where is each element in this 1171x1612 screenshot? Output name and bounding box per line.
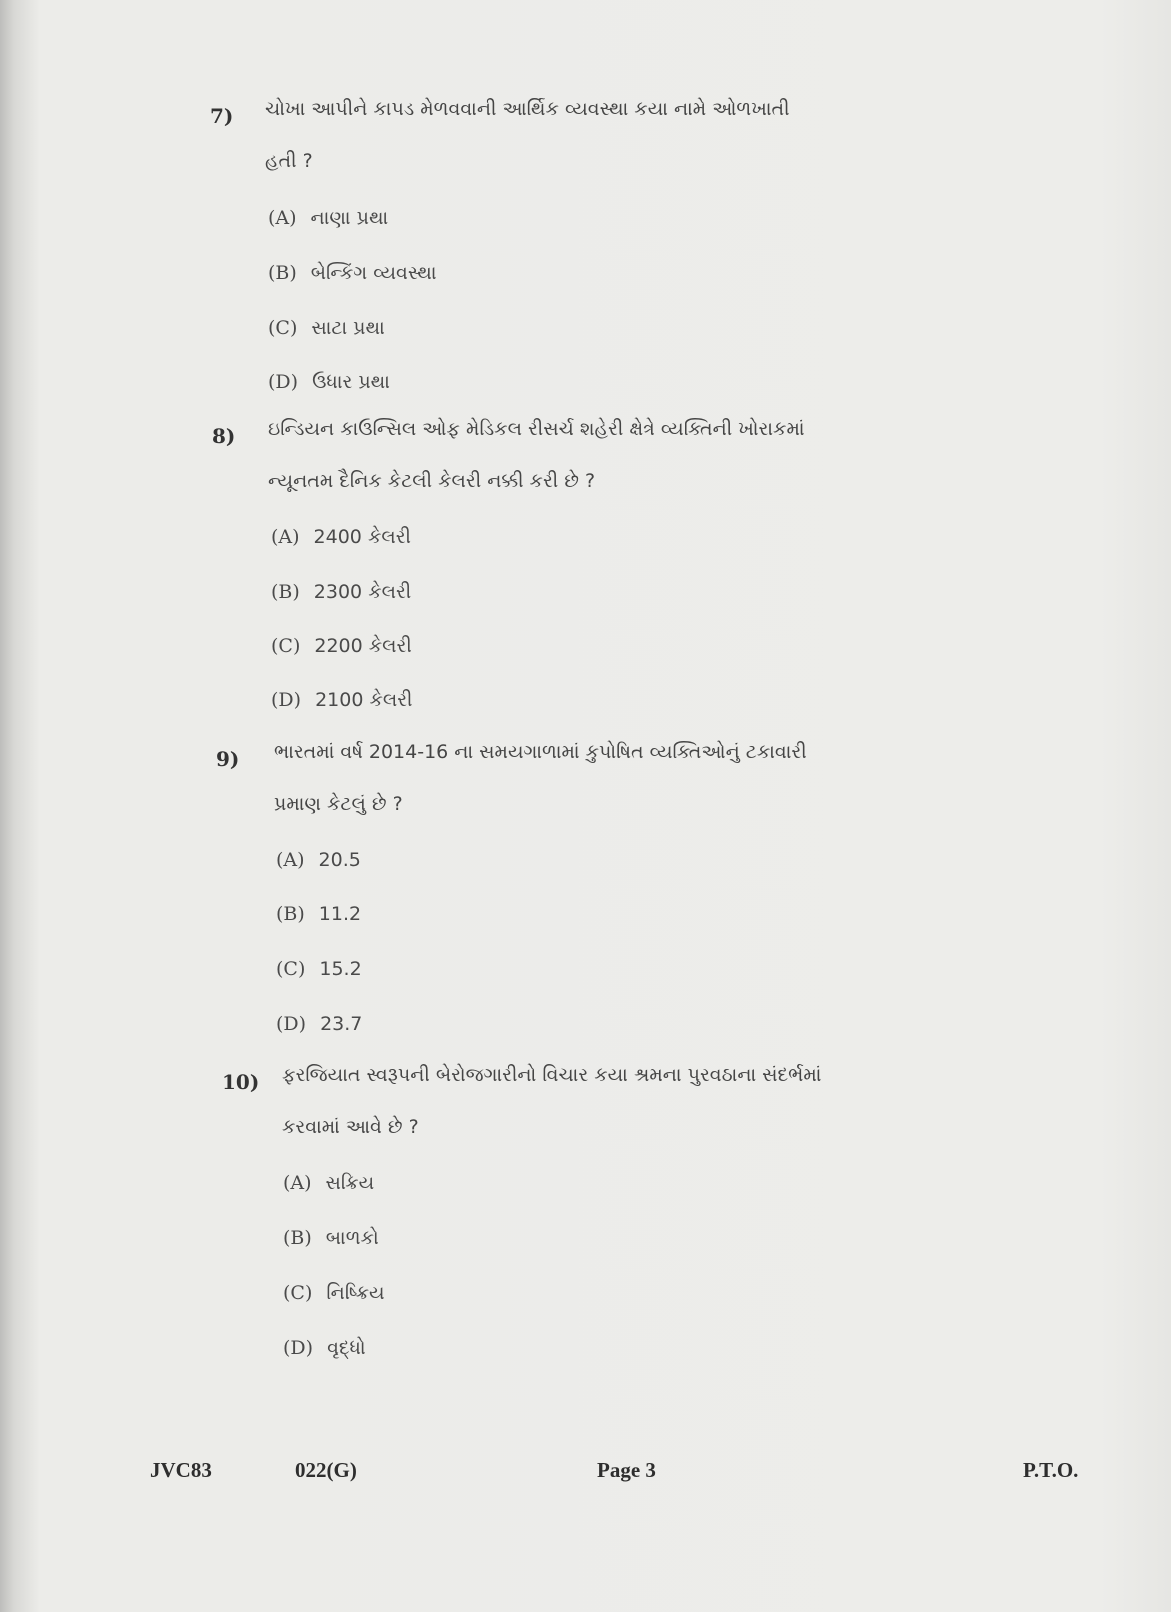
option-text: 15.2 — [319, 958, 362, 980]
option-text: નિષ્ક્રિય — [326, 1282, 385, 1304]
option-label: (A) — [268, 207, 297, 229]
option-b — [268, 262, 437, 284]
option-label: (C) — [271, 635, 301, 657]
option-a — [276, 849, 361, 871]
question-number: 8) — [212, 424, 236, 448]
option-text: સાટા પ્રથા — [311, 317, 385, 339]
option-label: (D) — [268, 371, 299, 393]
question-text-line: કરવામાં આવે છે ? — [282, 1116, 419, 1138]
option-c — [271, 635, 412, 657]
question-text-line: ચોખા આપીને કાપડ મેળવવાની આર્થિક વ્યવસ્થા કયા નામે ઓળખાતી — [265, 98, 790, 120]
question-text-line: ભારતમાં વર્ષ 2014-16 ના સમયગાળામાં કુપોષિત વ્યક્તિઓનું ટકાવારી — [274, 741, 807, 763]
option-text: બાળકો — [325, 1227, 379, 1249]
option-text: 2300 કેલરી — [313, 581, 412, 603]
question-text-line: પ્રમાણ કેટલું છે ? — [274, 793, 403, 815]
option-label: (D) — [271, 689, 302, 711]
footer-paper-code: 022(G) — [295, 1458, 357, 1482]
option-label: (B) — [276, 903, 305, 925]
option-label: (A) — [276, 849, 305, 871]
question-number: 9) — [216, 747, 240, 771]
option-a — [283, 1172, 374, 1194]
option-c — [283, 1282, 385, 1304]
option-text: 11.2 — [318, 903, 362, 925]
question-text-line: હતી ? — [265, 150, 313, 172]
option-d — [271, 689, 413, 711]
option-d — [268, 371, 390, 393]
question-text-line: ન્યૂનતમ દૈનિક કેટલી કેલરી નક્કી કરી છે ? — [268, 470, 596, 492]
footer-page-number: Page 3 — [597, 1458, 656, 1482]
option-text: વૃદ્ધો — [327, 1337, 366, 1359]
option-label: (B) — [283, 1227, 312, 1249]
question-number: 7) — [210, 104, 234, 128]
option-label: (D) — [276, 1013, 307, 1035]
option-text: બેન્કિંગ વ્યવસ્થા — [310, 262, 437, 284]
option-text: નાણા પ્રથા — [310, 207, 389, 229]
option-text: સક્રિય — [325, 1172, 375, 1194]
option-c — [268, 317, 385, 339]
option-label: (B) — [268, 262, 297, 284]
option-b — [283, 1227, 379, 1249]
question-text-line: ઇન્ડિયન કાઉન્સિલ ઓફ મેડિકલ રીસર્ચ શહેરી ક્ષેત્રે વ્યક્તિની ખોરાકમાં — [268, 418, 805, 440]
option-label: (A) — [283, 1172, 312, 1194]
option-c — [276, 958, 362, 980]
option-text: 20.5 — [318, 849, 361, 871]
option-label: (C) — [276, 958, 306, 980]
footer-code: JVC83 — [150, 1458, 212, 1482]
option-label: (B) — [271, 581, 300, 603]
option-b — [271, 581, 411, 603]
option-text: 2200 કેલરી — [314, 635, 412, 657]
option-label: (A) — [271, 526, 300, 548]
option-d — [276, 1013, 362, 1035]
option-label: (C) — [283, 1282, 313, 1304]
option-text: 23.7 — [320, 1013, 363, 1035]
option-label: (C) — [268, 317, 298, 339]
option-text: 2400 કેલરી — [313, 526, 411, 548]
option-a — [271, 526, 411, 548]
question-text-line: ફરજિયાત સ્વરૂપની બેરોજગારીનો વિચાર કયા શ્રમના પુરવઠાના સંદર્ભમાં — [282, 1064, 822, 1086]
option-b — [276, 903, 361, 925]
option-d — [283, 1337, 366, 1359]
option-a — [268, 207, 388, 229]
option-text: 2100 કેલરી — [315, 689, 413, 711]
option-label: (D) — [283, 1337, 314, 1359]
question-number: 10) — [222, 1070, 260, 1094]
footer-pto: P.T.O. — [1023, 1458, 1079, 1482]
option-text: ઉધાર પ્રથા — [312, 371, 390, 393]
